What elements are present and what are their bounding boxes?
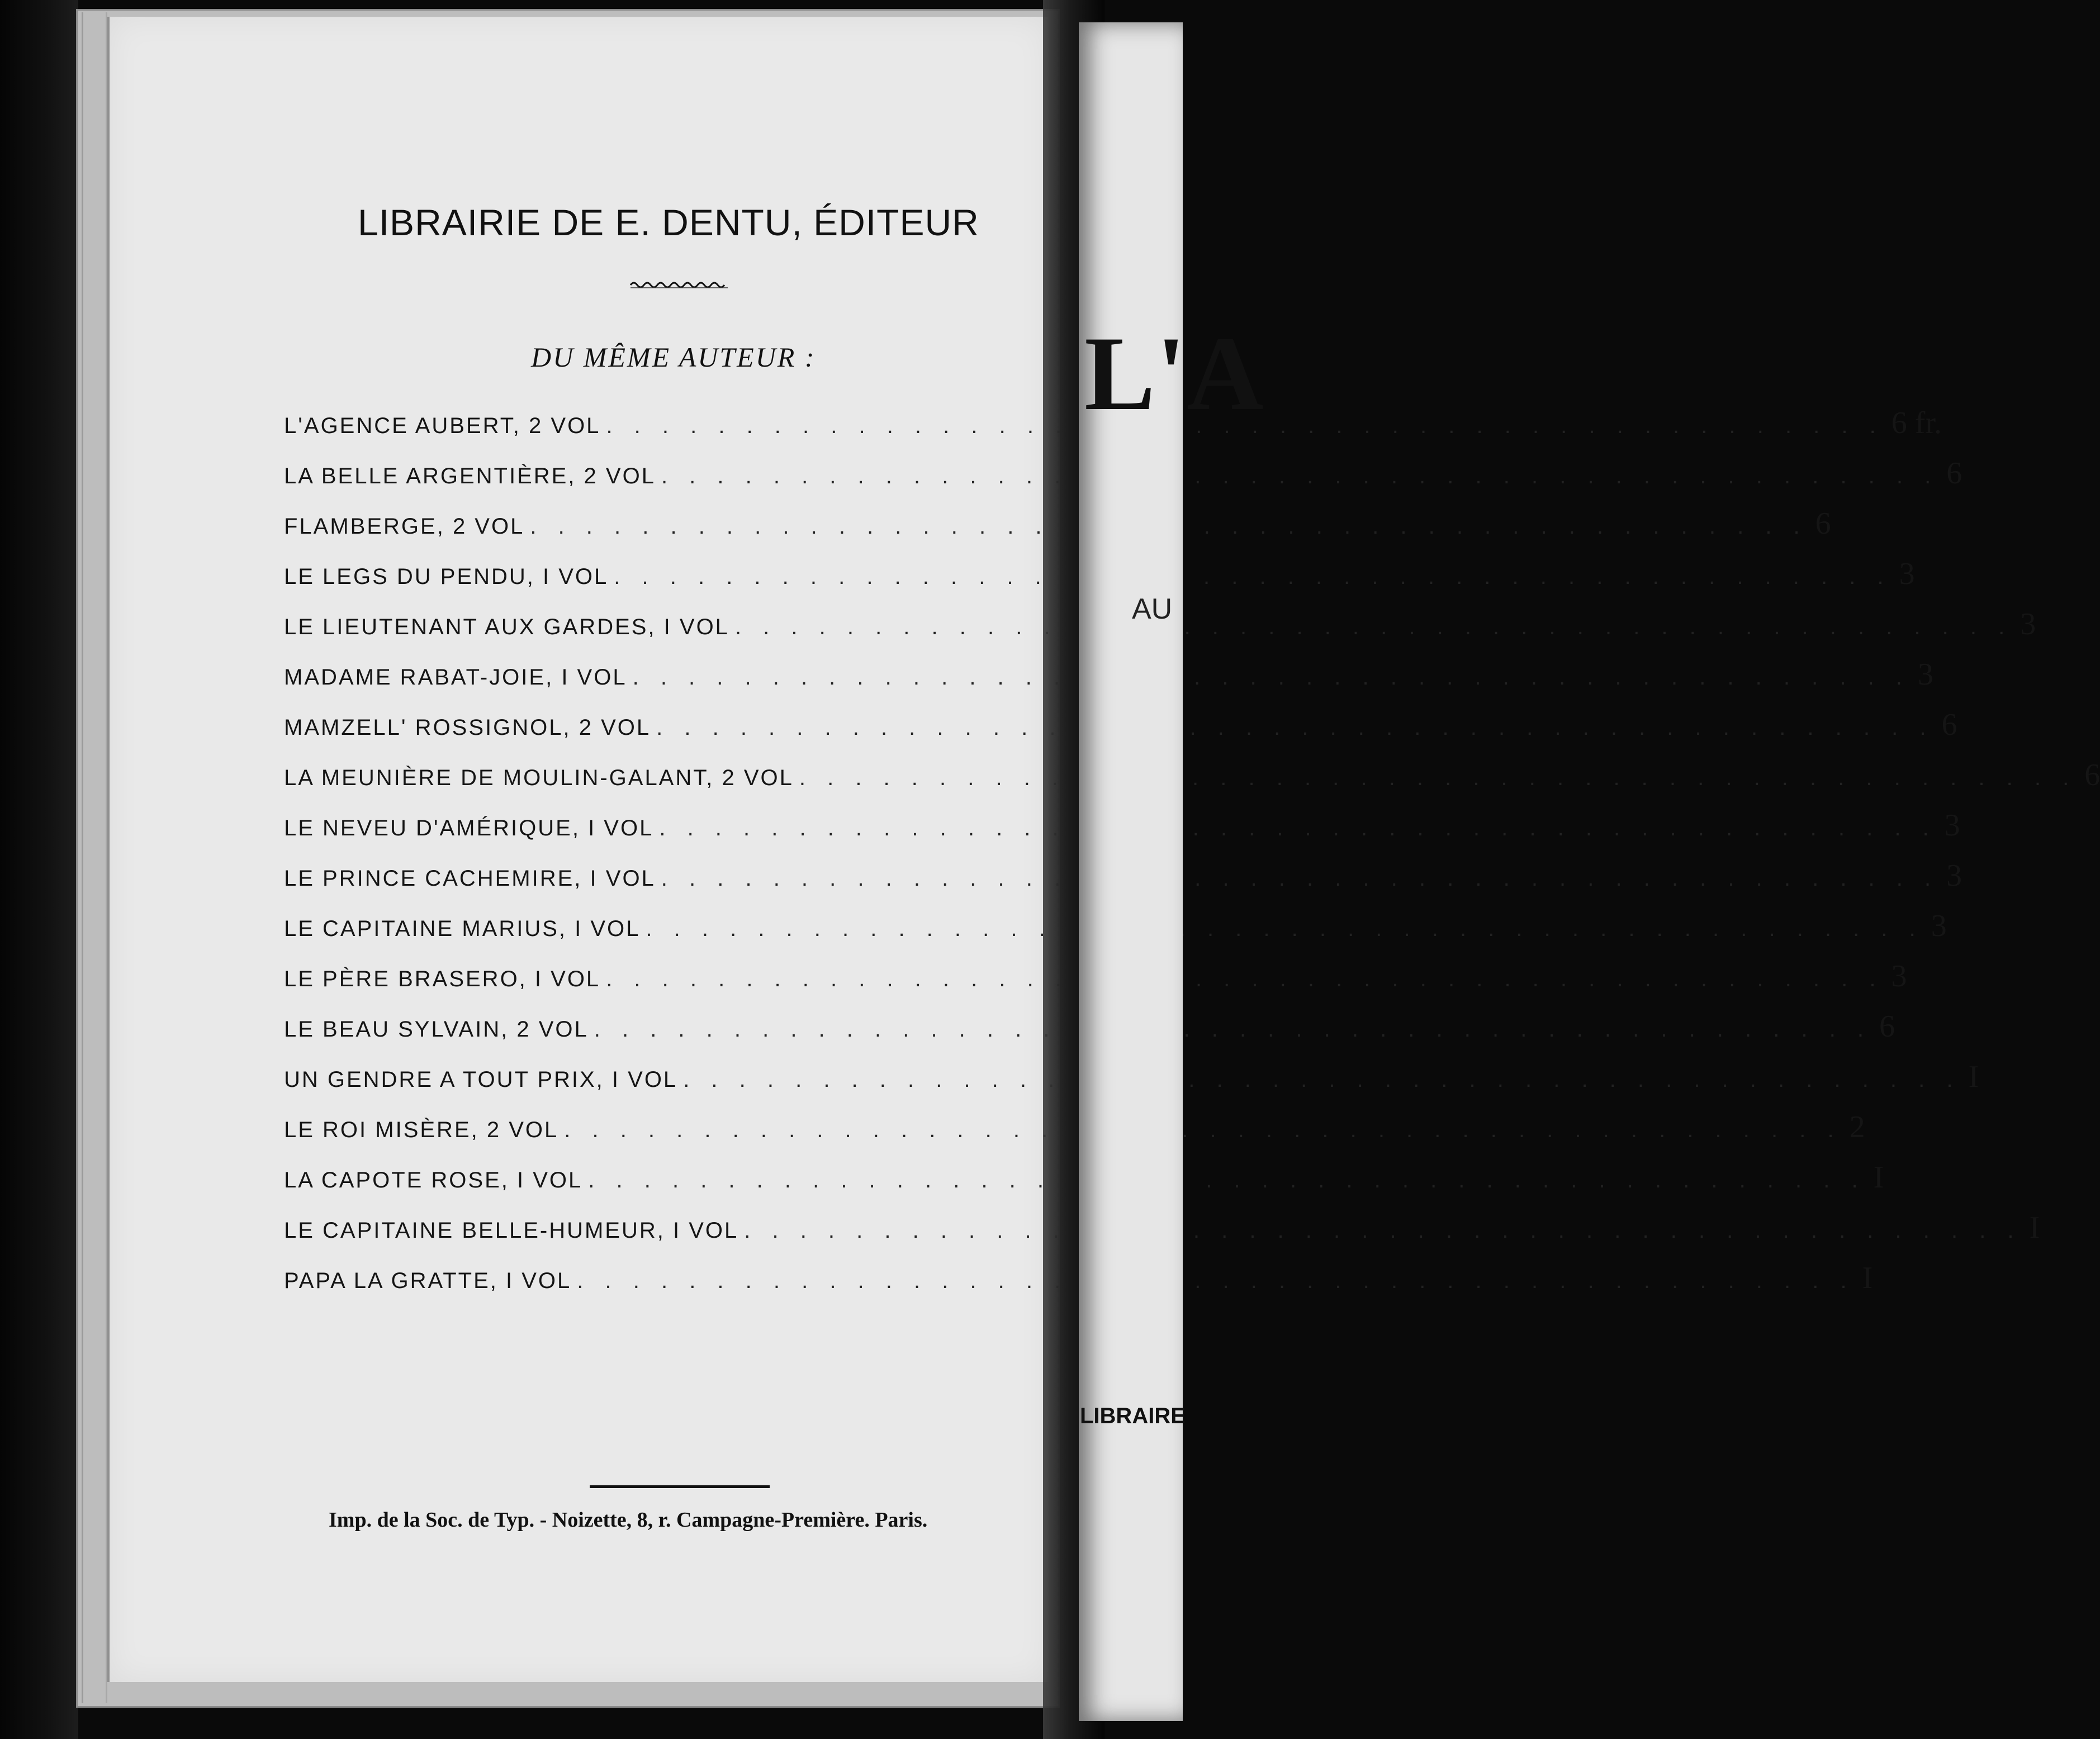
book-price: 6	[1815, 506, 1831, 541]
list-item	[284, 858, 1962, 908]
book-price: 3	[1899, 557, 1915, 591]
book-title: PAPA LA GRATTE, I VOL	[284, 1268, 572, 1293]
book-title: LE LIEUTENANT AUX GARDES, I VOL	[284, 615, 729, 639]
list-item	[284, 606, 2036, 657]
dot-leader	[594, 1017, 1871, 1042]
list-item	[284, 556, 1915, 606]
book-price: 6 fr.	[1891, 406, 1942, 440]
book-list	[284, 405, 2100, 1310]
book-price: 3	[1944, 808, 1960, 843]
dot-leader	[577, 1268, 1854, 1294]
dot-leader	[614, 564, 1891, 590]
list-item	[284, 1059, 1979, 1109]
book-price: 3	[1931, 909, 1947, 943]
list-item	[284, 1109, 1865, 1160]
dot-leader	[588, 1168, 1865, 1193]
dot-leader	[744, 1218, 2021, 1243]
book-title: LE PRINCE CACHEMIRE, I VOL	[284, 866, 656, 891]
book-title: MADAME RABAT-JOIE, I VOL	[284, 665, 627, 690]
book-title: LE CAPITAINE BELLE-HUMEUR, I VOL	[284, 1218, 739, 1243]
book-price: 2	[1849, 1110, 1865, 1144]
book-price: 6	[1946, 456, 1962, 491]
book-title: LE BEAU SYLVAIN, 2 VOL	[284, 1017, 589, 1042]
book-price: I	[1968, 1059, 1979, 1094]
facing-page-text: AU	[1132, 593, 1173, 625]
dot-leader	[633, 665, 1910, 690]
list-item	[284, 1210, 2040, 1260]
publisher-heading: LIBRAIRIE DE E. DENTU, ÉDITEUR	[358, 202, 979, 243]
list-item	[284, 958, 1907, 1009]
list-item	[284, 707, 1957, 757]
facing-page-footer: LIBRAIRE	[1080, 1404, 1186, 1428]
list-item	[284, 405, 1942, 455]
list-item	[284, 1260, 1873, 1310]
book-title: LE NEVEU D'AMÉRIQUE, I VOL	[284, 816, 654, 840]
facing-page	[1079, 22, 1265, 1721]
book-title: LE CAPITAINE MARIUS, I VOL	[284, 916, 641, 941]
list-item	[284, 807, 1960, 858]
dot-leader	[661, 866, 1938, 891]
dot-leader	[606, 967, 1883, 992]
book-price: 6	[1879, 1009, 1895, 1044]
book-price: 3	[1917, 657, 1933, 692]
book-price: 6	[2084, 758, 2100, 792]
printer-imprint: Imp. de la Soc. de Typ. - Noizette, 8, r. Campagne-Première. Paris.	[329, 1508, 928, 1532]
book-title: MAMZELL' ROSSIGNOL, 2 VOL	[284, 715, 651, 740]
book-price: 6	[1941, 707, 1957, 742]
book-title: LE PÈRE BRASERO, I VOL	[284, 967, 601, 991]
book-price: 3	[2020, 607, 2036, 642]
section-subtitle: DU MÊME AUTEUR :	[531, 341, 816, 373]
dot-leader	[646, 916, 1923, 942]
book-price: I	[1873, 1160, 1884, 1195]
dot-leader	[661, 464, 1938, 489]
list-item	[284, 908, 1947, 958]
dot-leader	[564, 1118, 1841, 1143]
book-title: LA BELLE ARGENTIÈRE, 2 VOL	[284, 464, 656, 488]
book-price: I	[1862, 1261, 1873, 1295]
wavy-ornament	[631, 278, 728, 289]
book-title: UN GENDRE A TOUT PRIX, I VOL	[284, 1067, 678, 1092]
dot-leader	[799, 766, 2077, 791]
book-title: FLAMBERGE, 2 VOL	[284, 514, 525, 539]
book-price: 3	[1946, 858, 1962, 893]
book-title: L'AGENCE AUBERT, 2 VOL	[284, 414, 601, 438]
book-price: I	[2029, 1210, 2040, 1245]
dot-leader	[735, 615, 2012, 640]
list-item	[284, 455, 1962, 506]
book-price: 3	[1891, 959, 1907, 994]
list-item	[284, 657, 1933, 707]
book-title: LA MEUNIÈRE DE MOULIN-GALANT, 2 VOL	[284, 766, 794, 790]
book-title: LE LEGS DU PENDU, I VOL	[284, 564, 609, 589]
facing-page-heading: L'A	[1084, 315, 1265, 433]
book-title: LA CAPOTE ROSE, I VOL	[284, 1168, 583, 1192]
scan-background	[0, 0, 78, 1739]
book-title: LE ROI MISÈRE, 2 VOL	[284, 1118, 559, 1142]
footer-rule	[590, 1485, 770, 1488]
dot-leader	[656, 715, 1933, 740]
list-item	[284, 757, 2100, 807]
dot-leader	[683, 1067, 1960, 1092]
list-item	[284, 1160, 1884, 1210]
list-item	[284, 506, 1831, 556]
list-item	[284, 1009, 1895, 1059]
dot-leader	[659, 816, 1936, 841]
